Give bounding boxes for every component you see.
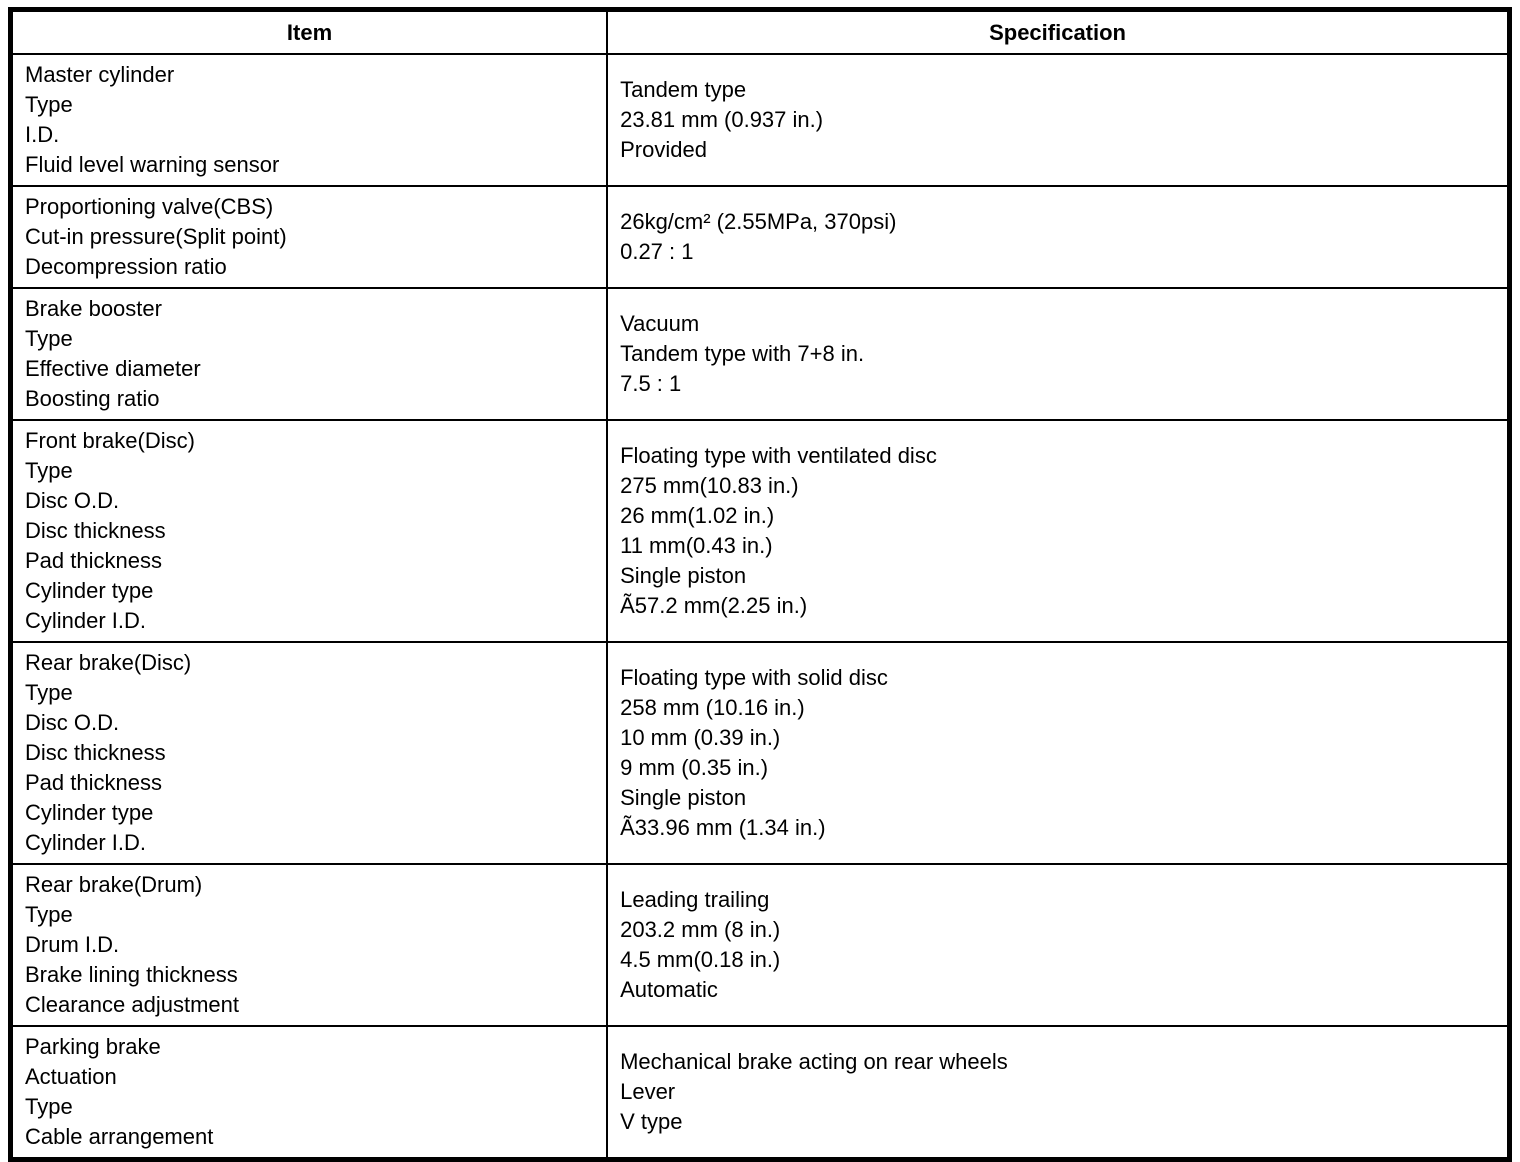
- table-header: [11, 10, 1510, 55]
- spec-line: 4.5 mm(0.18 in.): [620, 947, 781, 972]
- item-line: Effective diameter: [25, 356, 201, 381]
- item-line: I.D.: [25, 122, 60, 147]
- spec-line: Single piston: [620, 563, 747, 588]
- spec-line: 0.27 : 1: [620, 239, 694, 264]
- item-line: Type: [25, 680, 73, 705]
- spec-line: Floating type with ventilated disc: [620, 443, 937, 468]
- spec-line: 26kg/cm² (2.55MPa, 370psi): [620, 209, 897, 234]
- spec-line: Lever: [620, 1079, 676, 1104]
- item-line: Master cylinder: [25, 62, 175, 87]
- spec-line: 203.2 mm (8 in.): [620, 917, 781, 942]
- spec-line: Single piston: [620, 785, 747, 810]
- table-row: [11, 1026, 1510, 1160]
- item-line: Disc O.D.: [25, 488, 120, 513]
- item-line: Pad thickness: [25, 770, 162, 795]
- item-line: Disc O.D.: [25, 710, 120, 735]
- item-line: Cylinder type: [25, 578, 154, 603]
- spec-line: Tandem type with 7+8 in.: [620, 341, 865, 366]
- specification-cell: [607, 186, 1509, 288]
- spec-line: Leading trailing: [620, 887, 770, 912]
- item-line: Boosting ratio: [25, 386, 160, 411]
- item-line: Fluid level warning sensor: [25, 152, 280, 177]
- item-line: Type: [25, 902, 73, 927]
- item-line: Cylinder I.D.: [25, 608, 147, 633]
- spec-line: V type: [620, 1109, 683, 1134]
- spec-line: 11 mm(0.43 in.): [620, 533, 773, 558]
- spec-line: Provided: [620, 137, 707, 162]
- item-line: Front brake(Disc): [25, 428, 195, 453]
- table-row: [11, 54, 1510, 186]
- item-cell: [11, 642, 608, 864]
- spec-line: 258 mm (10.16 in.): [620, 695, 805, 720]
- item-line: Pad thickness: [25, 548, 162, 573]
- spec-table-body: [11, 54, 1510, 1160]
- item-line: Parking brake: [25, 1034, 161, 1059]
- item-line: Cylinder type: [25, 800, 154, 825]
- item-line: Type: [25, 326, 73, 351]
- spec-line: Ã33.96 mm (1.34 in.): [620, 815, 826, 840]
- table-row: [11, 420, 1510, 642]
- spec-line: 23.81 mm (0.937 in.): [620, 107, 824, 132]
- item-line: Drum I.D.: [25, 932, 120, 957]
- spec-line: Mechanical brake acting on rear wheels: [620, 1049, 1008, 1074]
- spec-line: 10 mm (0.39 in.): [620, 725, 781, 750]
- item-cell: [11, 186, 608, 288]
- item-line: Clearance adjustment: [25, 992, 240, 1017]
- spec-line: 9 mm (0.35 in.): [620, 755, 769, 780]
- item-cell: [11, 54, 608, 186]
- item-line: Proportioning valve(CBS): [25, 194, 274, 219]
- spec-line: 7.5 : 1: [620, 371, 682, 396]
- item-line: Actuation: [25, 1064, 117, 1089]
- item-cell: [11, 1026, 608, 1160]
- specification-cell: [607, 420, 1509, 642]
- column-header-specification: Specification: [607, 10, 1509, 55]
- specification-cell: [607, 642, 1509, 864]
- spec-line: Ã57.2 mm(2.25 in.): [620, 593, 808, 618]
- item-line: Rear brake(Disc): [25, 650, 192, 675]
- header-row: [11, 10, 1510, 55]
- item-line: Disc thickness: [25, 740, 166, 765]
- item-line: Disc thickness: [25, 518, 166, 543]
- item-cell: [11, 864, 608, 1026]
- item-line: Type: [25, 92, 73, 117]
- item-line: Brake booster: [25, 296, 162, 321]
- specification-cell: [607, 54, 1509, 186]
- item-line: Cylinder I.D.: [25, 830, 147, 855]
- item-line: Rear brake(Drum): [25, 872, 203, 897]
- spec-line: 26 mm(1.02 in.): [620, 503, 775, 528]
- item-line: Decompression ratio: [25, 254, 227, 279]
- item-cell: [11, 288, 608, 420]
- spec-line: Vacuum: [620, 311, 700, 336]
- specification-cell: [607, 864, 1509, 1026]
- item-line: Brake lining thickness: [25, 962, 238, 987]
- spec-line: 275 mm(10.83 in.): [620, 473, 799, 498]
- column-header-item: Item: [11, 10, 608, 55]
- brake-specification-table: [8, 7, 1512, 1162]
- item-cell: [11, 420, 608, 642]
- item-line: Cable arrangement: [25, 1124, 214, 1149]
- specification-cell: [607, 288, 1509, 420]
- table-row: [11, 186, 1510, 288]
- table-row: [11, 288, 1510, 420]
- table-row: [11, 642, 1510, 864]
- item-line: Type: [25, 458, 73, 483]
- spec-line: Automatic: [620, 977, 718, 1002]
- item-line: Cut-in pressure(Split point): [25, 224, 287, 249]
- item-line: Type: [25, 1094, 73, 1119]
- specification-cell: [607, 1026, 1509, 1160]
- table-row: [11, 864, 1510, 1026]
- spec-line: Tandem type: [620, 77, 747, 102]
- spec-line: Floating type with solid disc: [620, 665, 888, 690]
